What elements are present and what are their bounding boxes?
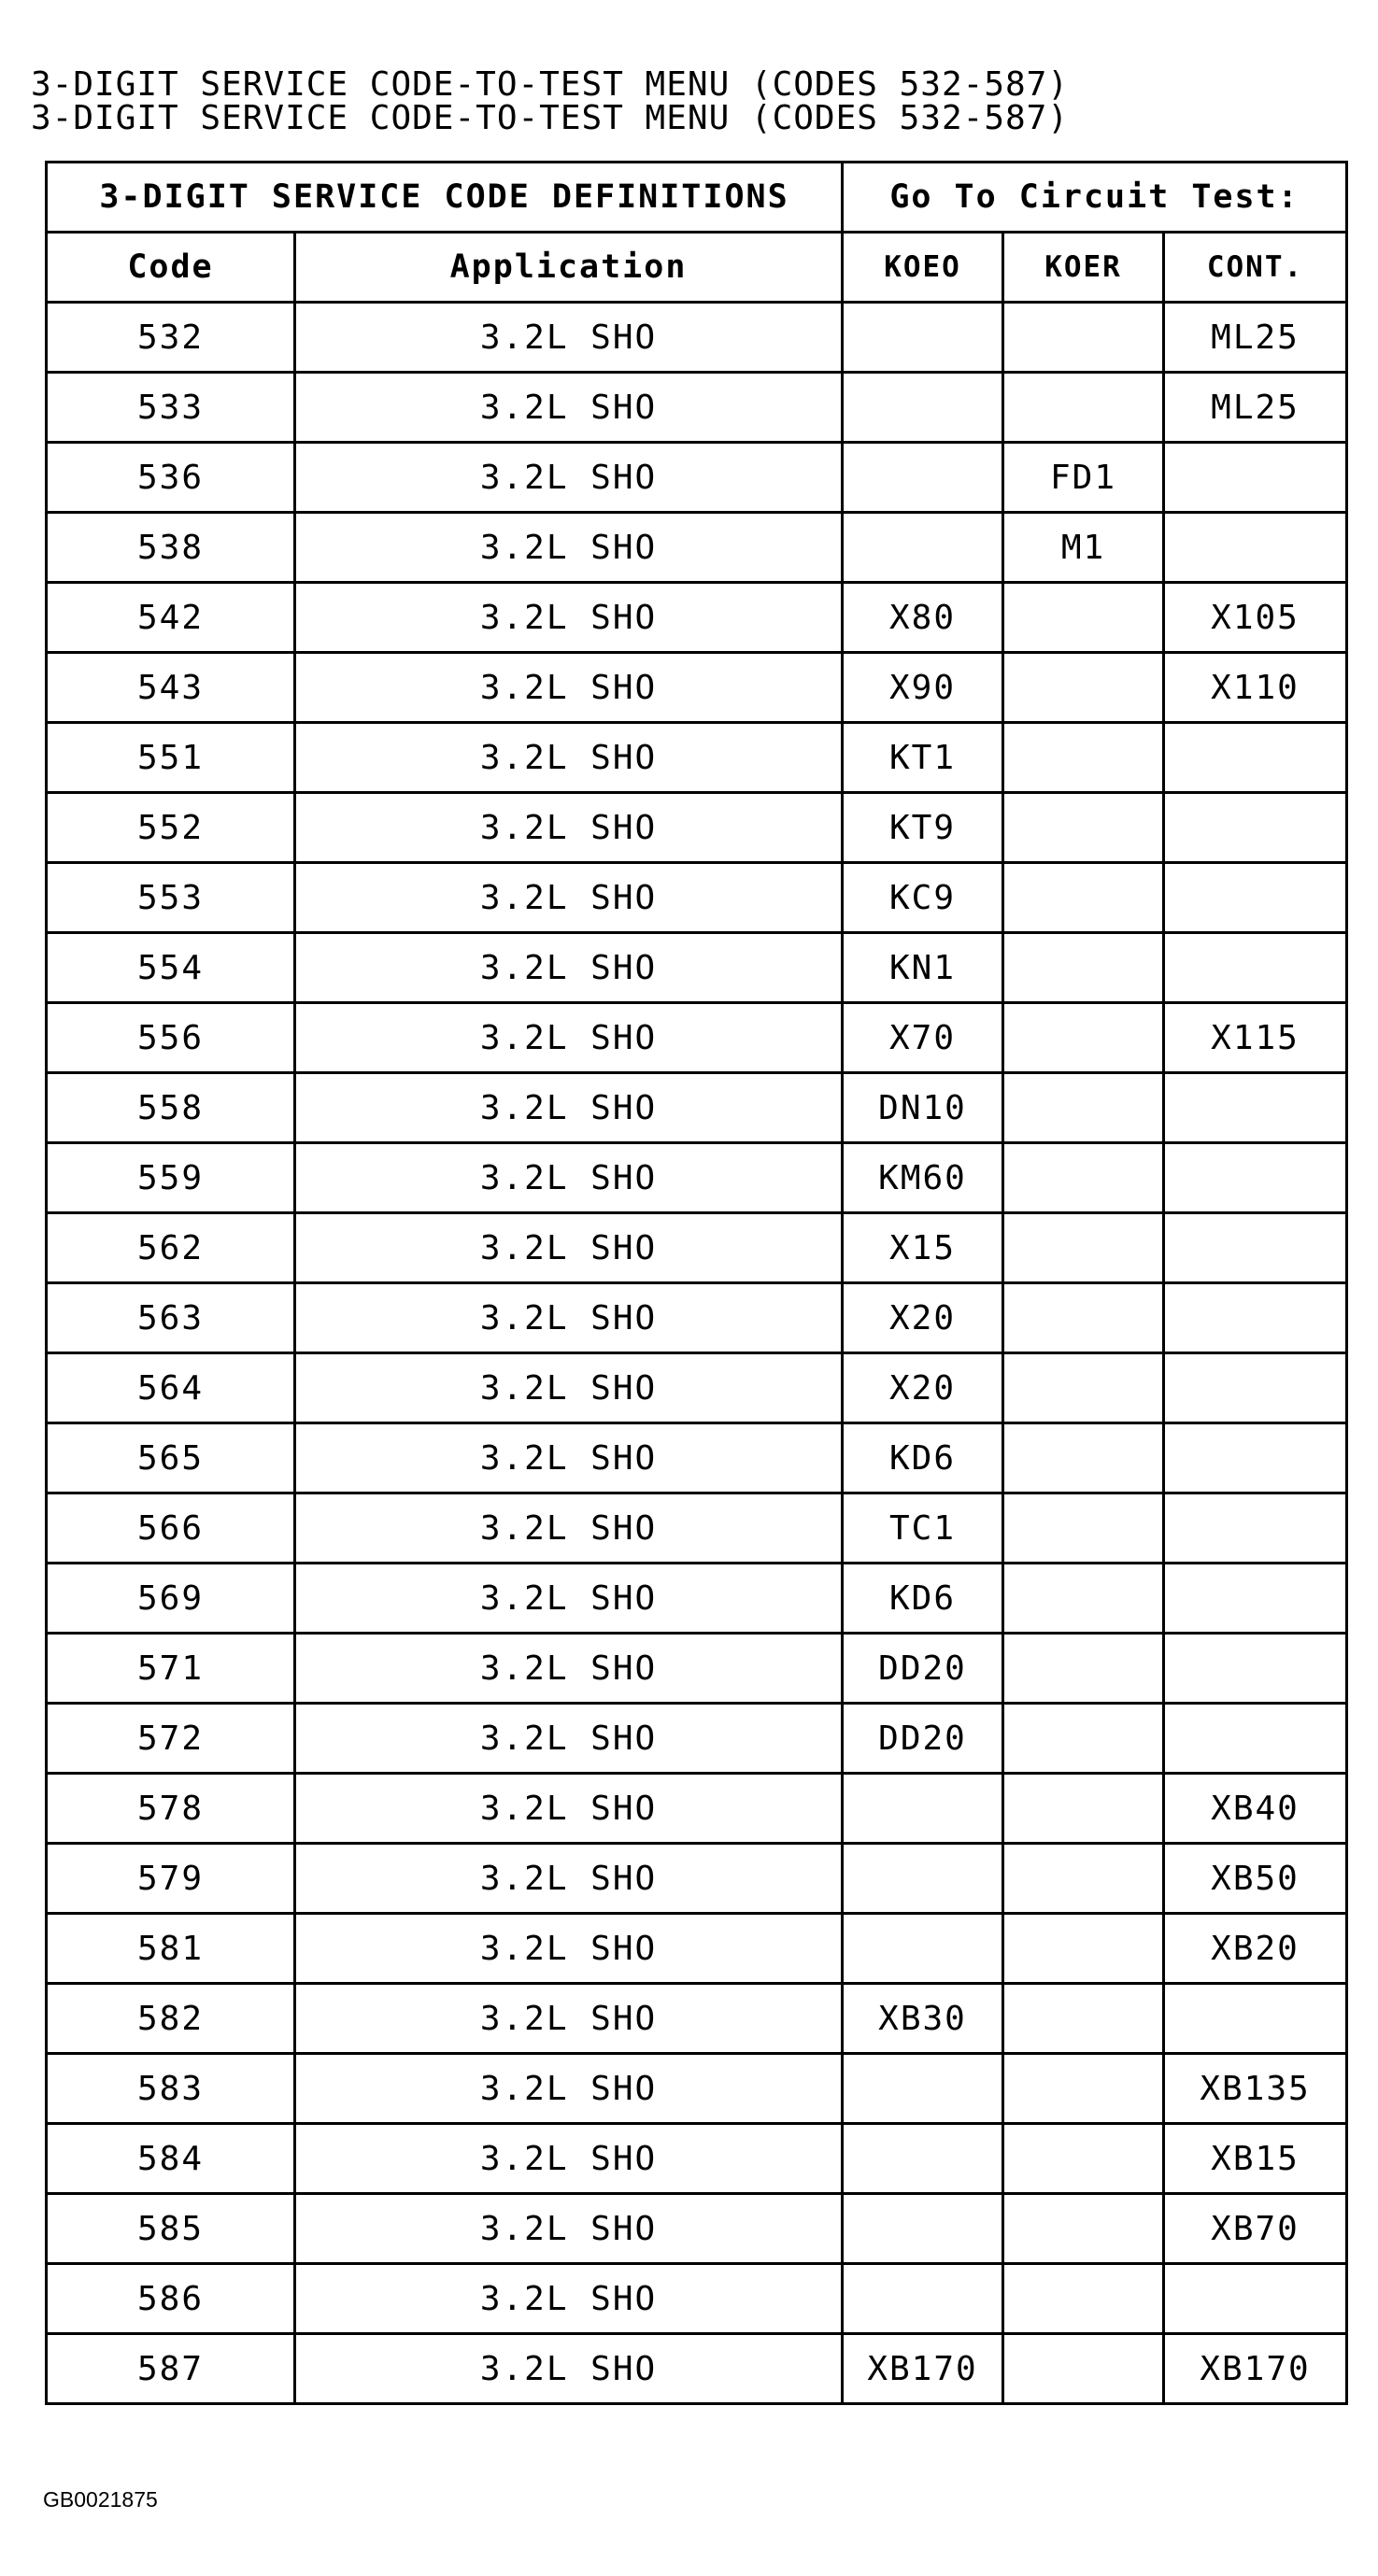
cont-cell: ML25 (1164, 373, 1347, 443)
application-cell: 3.2L SHO (295, 1283, 843, 1353)
application-cell: 3.2L SHO (295, 933, 843, 1003)
code-cell: 586 (47, 2264, 295, 2334)
table-group-header-row (47, 163, 1347, 233)
koer-cell (1003, 303, 1164, 373)
koeo-cell (843, 2124, 1003, 2194)
koer-cell (1003, 1213, 1164, 1283)
table-row (47, 1283, 1347, 1353)
code-cell: 532 (47, 303, 295, 373)
koeo-cell: KT9 (843, 793, 1003, 863)
koer-cell (1003, 2054, 1164, 2124)
code-cell: 581 (47, 1914, 295, 1984)
table-row (47, 1213, 1347, 1283)
table-row (47, 2264, 1347, 2334)
table-row (47, 1914, 1347, 1984)
code-cell: 551 (47, 723, 295, 793)
application-cell: 3.2L SHO (295, 1844, 843, 1914)
code-cell: 583 (47, 2054, 295, 2124)
application-cell: 3.2L SHO (295, 1914, 843, 1984)
cont-cell (1164, 1213, 1347, 1283)
code-column-header: Code (47, 233, 295, 303)
koer-cell (1003, 1634, 1164, 1704)
application-cell: 3.2L SHO (295, 2264, 843, 2334)
koer-cell (1003, 1073, 1164, 1143)
koer-column-header: KOER (1003, 233, 1164, 303)
koer-cell (1003, 1984, 1164, 2054)
koer-cell (1003, 933, 1164, 1003)
koer-cell (1003, 1493, 1164, 1564)
cont-cell (1164, 443, 1347, 513)
table-row (47, 1634, 1347, 1704)
cont-cell (1164, 1353, 1347, 1423)
koeo-cell: DN10 (843, 1073, 1003, 1143)
table-row (47, 1844, 1347, 1914)
code-cell: 582 (47, 1984, 295, 2054)
code-cell: 569 (47, 1564, 295, 1634)
koer-cell (1003, 1564, 1164, 1634)
cont-cell: X105 (1164, 583, 1347, 653)
cont-cell: XB50 (1164, 1844, 1347, 1914)
table-row (47, 2124, 1347, 2194)
code-cell: 579 (47, 1844, 295, 1914)
koer-cell (1003, 1704, 1164, 1774)
application-cell: 3.2L SHO (295, 443, 843, 513)
koeo-cell (843, 2054, 1003, 2124)
code-cell: 543 (47, 653, 295, 723)
cont-cell: XB170 (1164, 2334, 1347, 2404)
koeo-cell: X15 (843, 1213, 1003, 1283)
table-row (47, 793, 1347, 863)
code-cell: 578 (47, 1774, 295, 1844)
definitions-header: 3-DIGIT SERVICE CODE DEFINITIONS (47, 163, 843, 233)
cont-cell (1164, 723, 1347, 793)
cont-cell (1164, 863, 1347, 933)
cont-cell: XB40 (1164, 1774, 1347, 1844)
application-cell: 3.2L SHO (295, 1353, 843, 1423)
cont-cell (1164, 1073, 1347, 1143)
koeo-cell: KC9 (843, 863, 1003, 933)
application-cell: 3.2L SHO (295, 653, 843, 723)
code-cell: 564 (47, 1353, 295, 1423)
cont-cell (1164, 933, 1347, 1003)
application-cell: 3.2L SHO (295, 1704, 843, 1774)
koeo-cell (843, 373, 1003, 443)
code-cell: 556 (47, 1003, 295, 1073)
application-cell: 3.2L SHO (295, 2334, 843, 2404)
code-cell: 571 (47, 1634, 295, 1704)
koer-cell (1003, 2334, 1164, 2404)
koeo-cell: DD20 (843, 1704, 1003, 1774)
table-row (47, 583, 1347, 653)
koeo-column-header: KOEO (843, 233, 1003, 303)
service-code-table (45, 161, 1348, 2405)
koer-cell (1003, 583, 1164, 653)
table-row (47, 1493, 1347, 1564)
table-column-header-row (47, 233, 1347, 303)
code-cell: 565 (47, 1423, 295, 1493)
koeo-cell: XB30 (843, 1984, 1003, 2054)
code-cell: 538 (47, 513, 295, 583)
cont-cell (1164, 1564, 1347, 1634)
application-cell: 3.2L SHO (295, 2124, 843, 2194)
cont-cell (1164, 793, 1347, 863)
koeo-cell: KN1 (843, 933, 1003, 1003)
table-row (47, 443, 1347, 513)
table-row (47, 653, 1347, 723)
table-row (47, 2334, 1347, 2404)
code-cell: 572 (47, 1704, 295, 1774)
table-row (47, 1073, 1347, 1143)
koeo-cell (843, 303, 1003, 373)
koer-cell (1003, 1143, 1164, 1213)
cont-cell: ML25 (1164, 303, 1347, 373)
koeo-cell (843, 443, 1003, 513)
application-cell: 3.2L SHO (295, 723, 843, 793)
code-cell: 587 (47, 2334, 295, 2404)
table-row (47, 1774, 1347, 1844)
koer-cell (1003, 1423, 1164, 1493)
koeo-cell: X90 (843, 653, 1003, 723)
koeo-cell (843, 513, 1003, 583)
application-cell: 3.2L SHO (295, 583, 843, 653)
koer-cell (1003, 1914, 1164, 1984)
koeo-cell: KM60 (843, 1143, 1003, 1213)
page-title-duplicate: 3-DIGIT SERVICE CODE-TO-TEST MENU (CODES 532-587) (31, 99, 1070, 137)
application-cell: 3.2L SHO (295, 1493, 843, 1564)
code-cell: 552 (47, 793, 295, 863)
page-title: 3-DIGIT SERVICE CODE-TO-TEST MENU (CODES 532-587) (31, 65, 1070, 104)
cont-cell (1164, 1493, 1347, 1564)
koer-cell: FD1 (1003, 443, 1164, 513)
cont-cell: XB15 (1164, 2124, 1347, 2194)
koeo-cell (843, 1774, 1003, 1844)
application-cell: 3.2L SHO (295, 1984, 843, 2054)
cont-cell (1164, 2264, 1347, 2334)
cont-cell (1164, 1984, 1347, 2054)
cont-cell (1164, 1143, 1347, 1213)
application-cell: 3.2L SHO (295, 1003, 843, 1073)
application-cell: 3.2L SHO (295, 793, 843, 863)
code-cell: 584 (47, 2124, 295, 2194)
koer-cell (1003, 2194, 1164, 2264)
table-row (47, 373, 1347, 443)
code-cell: 563 (47, 1283, 295, 1353)
circuit-test-header: Go To Circuit Test: (843, 163, 1347, 233)
code-cell: 558 (47, 1073, 295, 1143)
code-cell: 585 (47, 2194, 295, 2264)
code-cell: 562 (47, 1213, 295, 1283)
koeo-cell: KT1 (843, 723, 1003, 793)
cont-cell (1164, 513, 1347, 583)
koer-cell: M1 (1003, 513, 1164, 583)
cont-cell: X110 (1164, 653, 1347, 723)
figure-id: GB0021875 (43, 2487, 158, 2512)
code-cell: 533 (47, 373, 295, 443)
koer-cell (1003, 2124, 1164, 2194)
code-cell: 559 (47, 1143, 295, 1213)
application-cell: 3.2L SHO (295, 1143, 843, 1213)
koer-cell (1003, 1353, 1164, 1423)
koer-cell (1003, 1283, 1164, 1353)
application-cell: 3.2L SHO (295, 1213, 843, 1283)
table-row (47, 723, 1347, 793)
koeo-cell (843, 1914, 1003, 1984)
application-cell: 3.2L SHO (295, 513, 843, 583)
koeo-cell: X80 (843, 583, 1003, 653)
koeo-cell: XB170 (843, 2334, 1003, 2404)
koeo-cell (843, 2264, 1003, 2334)
cont-cell (1164, 1423, 1347, 1493)
koeo-cell (843, 1844, 1003, 1914)
koeo-cell: KD6 (843, 1423, 1003, 1493)
application-cell: 3.2L SHO (295, 1423, 843, 1493)
code-cell: 554 (47, 933, 295, 1003)
koeo-cell: X70 (843, 1003, 1003, 1073)
koeo-cell (843, 2194, 1003, 2264)
table-row (47, 513, 1347, 583)
koer-cell (1003, 723, 1164, 793)
code-cell: 536 (47, 443, 295, 513)
table-row (47, 863, 1347, 933)
table-row (47, 1353, 1347, 1423)
application-cell: 3.2L SHO (295, 2194, 843, 2264)
code-cell: 566 (47, 1493, 295, 1564)
table-row (47, 303, 1347, 373)
application-cell: 3.2L SHO (295, 863, 843, 933)
cont-cell: XB20 (1164, 1914, 1347, 1984)
application-cell: 3.2L SHO (295, 2054, 843, 2124)
table-row (47, 1143, 1347, 1213)
application-cell: 3.2L SHO (295, 373, 843, 443)
application-column-header: Application (295, 233, 843, 303)
code-cell: 553 (47, 863, 295, 933)
application-cell: 3.2L SHO (295, 1564, 843, 1634)
koer-cell (1003, 1844, 1164, 1914)
koer-cell (1003, 2264, 1164, 2334)
code-cell: 542 (47, 583, 295, 653)
cont-cell (1164, 1634, 1347, 1704)
application-cell: 3.2L SHO (295, 303, 843, 373)
cont-cell: XB135 (1164, 2054, 1347, 2124)
koeo-cell: TC1 (843, 1493, 1003, 1564)
cont-cell: XB70 (1164, 2194, 1347, 2264)
table-row (47, 1704, 1347, 1774)
koer-cell (1003, 793, 1164, 863)
cont-column-header: CONT. (1164, 233, 1347, 303)
cont-cell (1164, 1283, 1347, 1353)
application-cell: 3.2L SHO (295, 1634, 843, 1704)
table-row (47, 1423, 1347, 1493)
application-cell: 3.2L SHO (295, 1073, 843, 1143)
koer-cell (1003, 1003, 1164, 1073)
table-row (47, 1984, 1347, 2054)
table-row (47, 2194, 1347, 2264)
table-body (47, 303, 1347, 2404)
table-row (47, 2054, 1347, 2124)
koeo-cell: X20 (843, 1283, 1003, 1353)
cont-cell: X115 (1164, 1003, 1347, 1073)
koeo-cell: DD20 (843, 1634, 1003, 1704)
koer-cell (1003, 863, 1164, 933)
koeo-cell: X20 (843, 1353, 1003, 1423)
koer-cell (1003, 653, 1164, 723)
application-cell: 3.2L SHO (295, 1774, 843, 1844)
table-row (47, 1564, 1347, 1634)
cont-cell (1164, 1704, 1347, 1774)
table-row (47, 933, 1347, 1003)
table-row (47, 1003, 1347, 1073)
koer-cell (1003, 373, 1164, 443)
koer-cell (1003, 1774, 1164, 1844)
koeo-cell: KD6 (843, 1564, 1003, 1634)
